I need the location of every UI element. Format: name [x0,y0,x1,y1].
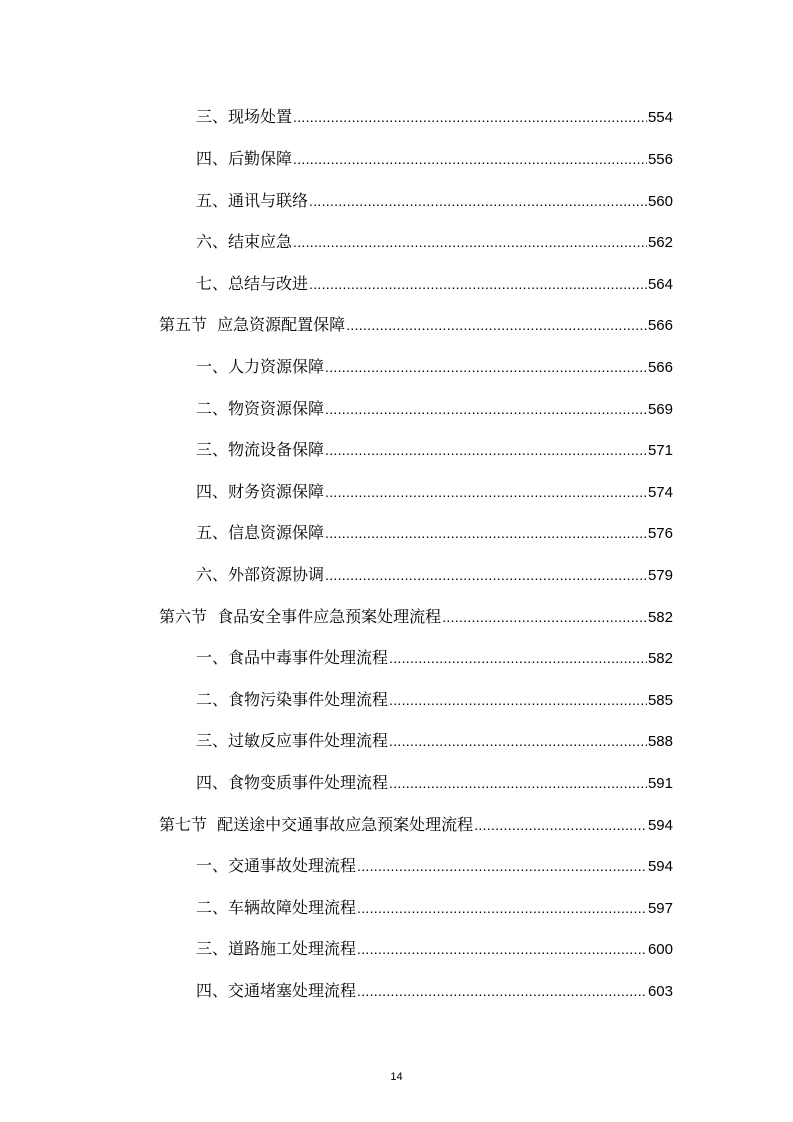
toc-row [0,770,793,796]
dot-leader [357,978,647,1004]
toc-row [0,437,793,463]
toc-entry-page: 566 [647,317,673,334]
toc-entry-title: 一、人力资源保障 [196,357,325,376]
toc-entry-page: 603 [647,983,673,1000]
toc-row [0,687,793,713]
toc-entry-title: 第六节 食品安全事件应急预案处理流程 [159,607,442,626]
dot-leader [357,936,647,962]
toc-row [0,812,793,838]
toc-entry[interactable] [196,853,673,879]
toc-row [0,104,793,130]
dot-leader [346,312,647,338]
toc-entry[interactable] [196,229,673,255]
dot-leader [389,645,647,671]
toc-row [0,354,793,380]
toc-entry-page: 566 [647,359,673,376]
toc-entry-page: 556 [647,151,673,168]
toc-entry-page: 579 [647,567,673,584]
toc-row [0,146,793,172]
dot-leader [389,728,647,754]
toc-entry[interactable] [196,645,673,671]
toc-entry-title: 四、后勤保障 [196,149,293,168]
toc-entry-page: 597 [647,900,673,917]
toc-row [0,604,793,630]
toc-entry-page: 594 [647,817,673,834]
toc-entry[interactable] [196,437,673,463]
toc-entry-title: 二、车辆故障处理流程 [196,898,357,917]
dot-leader [325,520,647,546]
toc-entry-title: 一、交通事故处理流程 [196,856,357,875]
toc-entry-title: 二、食物污染事件处理流程 [196,690,389,709]
toc-entry[interactable] [196,770,673,796]
toc-section-entry[interactable] [159,312,673,338]
toc-entry-title: 第七节 配送途中交通事故应急预案处理流程 [159,815,474,834]
dot-leader [293,104,647,130]
toc-entry-page: 574 [647,484,673,501]
toc-entry-page: 554 [647,109,673,126]
toc-entry[interactable] [196,687,673,713]
toc-row [0,895,793,921]
dot-leader [325,437,647,463]
toc-entry[interactable] [196,978,673,1004]
toc-row [0,229,793,255]
dot-leader [442,604,647,630]
toc-entry-title: 四、财务资源保障 [196,482,325,501]
toc-entry-title: 六、结束应急 [196,232,293,251]
toc-entry-page: 588 [647,733,673,750]
toc-entry[interactable] [196,895,673,921]
toc-entry-title: 五、信息资源保障 [196,523,325,542]
toc-entry-title: 三、过敏反应事件处理流程 [196,731,389,750]
toc-entry[interactable] [196,936,673,962]
toc-entry-title: 四、交通堵塞处理流程 [196,981,357,1000]
dot-leader [325,479,647,505]
toc-section-entry[interactable] [159,812,673,838]
dot-leader [293,146,647,172]
toc-entry[interactable] [196,520,673,546]
page-number: 14 [390,1071,403,1083]
toc-entry-page: 585 [647,692,673,709]
toc-entry-title: 三、现场处置 [196,107,293,126]
toc-row [0,645,793,671]
dot-leader [325,396,647,422]
toc-entry[interactable] [196,271,673,297]
toc-entry-title: 七、总结与改进 [196,274,309,293]
toc-entry-title: 第五节 应急资源配置保障 [159,315,346,334]
toc-entry[interactable] [196,728,673,754]
dot-leader [389,770,647,796]
toc-row [0,728,793,754]
toc-row [0,479,793,505]
toc-row [0,936,793,962]
toc-entry-title: 四、食物变质事件处理流程 [196,773,389,792]
dot-leader [389,687,647,713]
dot-leader [309,271,647,297]
toc-row [0,312,793,338]
toc-entry-title: 一、食品中毒事件处理流程 [196,648,389,667]
toc-entry-title: 三、道路施工处理流程 [196,939,357,958]
dot-leader [325,354,647,380]
toc-entry-page: 582 [647,650,673,667]
dot-leader [309,188,647,214]
dot-leader [357,895,647,921]
dot-leader [357,853,647,879]
dot-leader [293,229,647,255]
toc-entry-title: 五、通讯与联络 [196,191,309,210]
toc-row [0,520,793,546]
toc-entry-page: 591 [647,775,673,792]
dot-leader [325,562,647,588]
toc-entry-title: 六、外部资源协调 [196,565,325,584]
toc-entry-page: 576 [647,525,673,542]
toc-entry-page: 594 [647,858,673,875]
toc-row [0,396,793,422]
dot-leader [474,812,647,838]
toc-entry-page: 560 [647,193,673,210]
toc-row [0,978,793,1004]
toc-entry-page: 571 [647,442,673,459]
toc-row [0,271,793,297]
toc-section-entry[interactable] [159,604,673,630]
toc-entry[interactable] [196,562,673,588]
toc-entry[interactable] [196,104,673,130]
toc-row [0,853,793,879]
toc-entry-title: 二、物资资源保障 [196,399,325,418]
toc-entry-title: 三、物流设备保障 [196,440,325,459]
toc-entry[interactable] [196,396,673,422]
toc-entry[interactable] [196,354,673,380]
toc-entry-page: 562 [647,234,673,251]
toc-entry-page: 564 [647,276,673,293]
toc-entry-page: 600 [647,941,673,958]
toc-entry[interactable] [196,479,673,505]
toc-entry[interactable] [196,188,673,214]
toc-row [0,562,793,588]
toc-entry[interactable] [196,146,673,172]
toc-row [0,188,793,214]
toc-entry-page: 569 [647,401,673,418]
toc-entry-page: 582 [647,609,673,626]
